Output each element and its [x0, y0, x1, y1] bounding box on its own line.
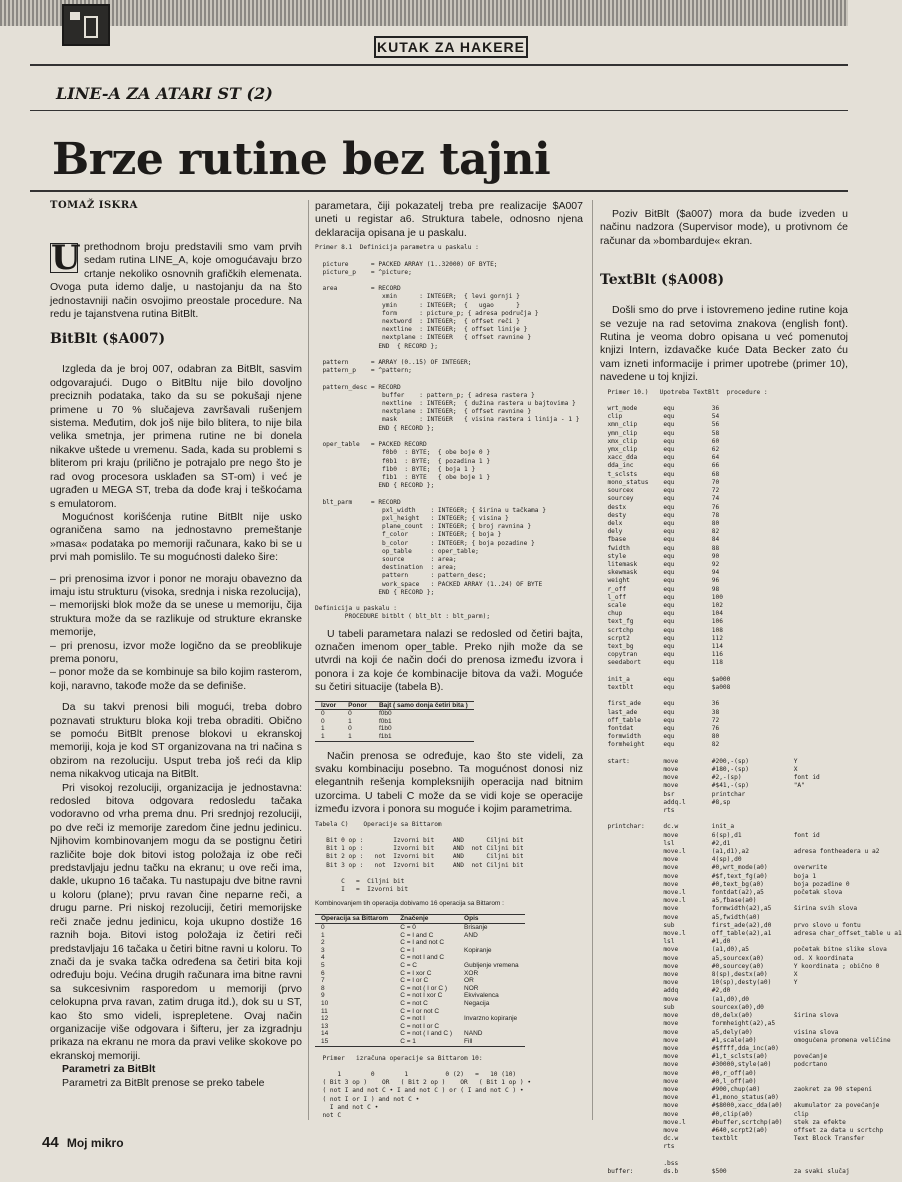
article-headline: Brze rutine bez tajni [52, 134, 551, 185]
table-cell: C = I xor C [400, 969, 432, 977]
table-cell: 12 [321, 1015, 329, 1023]
table-cell: f1b1 [378, 732, 392, 740]
table-cell: 6 [321, 969, 325, 977]
body-paragraph: Pri visokoj rezoluciji, organizacija je jednostavna: redosled bitova odgovara redosledu tačaka vodoravno od vrha prema dnu. Pri srednjoj rezoluciji, po dve reči iz memorije zaredom čine jednu jedinicu. Njihovim kombinovanjem mogu da se postignu četiri različite boje dok bitovi istog položaja iz obe reči predstavljaju jednu tačku na ekranu; u ove reči ima, dakle, ukupno 16 tačaka. Tu nastupaju dve bitne ravni u koloru (plane); prvu ravan čine neparne reči, a drugu parne. Pri niskoj rezoluciji, četiri memorijske reči znače jednu jedinicu, koja ukupno dostiže 16 raznih boja. Bitovi istog položaja iz četiri reči predstavljaju 16 tačaka u četiri bitne ravni u koloru. To znači da je svaka tačka određena sa četiri bita koji određuju boju. Većina drugih računara ima bitne ravni sa sukcesivnim rasporedom u memoriji (prvo celokupna prva ravan, zatim druga itd.), dok su u ST, kao što smo videli, isprepletene. Ovaj način organizacije više odgovara i šifteru, jer za izgradnju prikaza na ekranu ne mora da pravi velike skokove po ekranskoj memoriji. [50, 781, 302, 1062]
table-cell: 1 [321, 725, 325, 733]
body-paragraph: Izgleda da je broj 007, odabran za BitBlt, sasvim odgovarajući. Dugo o BitBltu nije bilo dovoljno preciznih podataka, tako da su se pokušaji njene primene u 70 % slučajeva završavali rušenjem sistema. Međutim, dok još nije bilo blitera, to nije bila velika smetnja, jer primena rutine ne bi donela nikakve uštede u vremenu. Sada, kada su problemi s bliterom pri kraju (prilično je potrajalo pre nego što je rad ovog procesora usklađen sa ST-om) i već je ugrađen u MEGA ST, treba da dođe kraj i teškoćama s emulatorom. [50, 363, 302, 510]
table-cell: 11 [321, 1007, 328, 1015]
body-paragraph: Došli smo do prve i istovremeno jedine rutine koja se vezuje na rad setovima znakova (english font). Rutina je veoma dobro opisana u već pomenutoj knjizi Intern, izdavačke kuće Data Becker zato ću vam izneti informacije i primer upotrebe (primer 10), navedene u toj knjizi. [600, 304, 848, 384]
code-listing-example: Primer izračuna operacije sa Bittarom 10: 1 0 1 0 (2) = 10 (10) ( Bit 3 op ) OR ( Bit 2 op ) OR ( Bit 1 op ) • ( not I and not C • I and not C ) or ( I and not C ) • ( not I or I ) and not C • I and not C • not C [322, 1054, 532, 1119]
table-cell: 0 [321, 710, 325, 718]
drop-cap: U [51, 238, 81, 278]
column-2 [315, 200, 583, 1126]
table-cell: 9 [321, 992, 325, 1000]
top-decorative-bar [0, 0, 848, 26]
table-header: Izvor [321, 701, 337, 709]
table-row [315, 1000, 525, 1008]
body-paragraph: Da su takvi prenosi bili mogući, treba dobro poznavati strukturu bloka koji treba obraditi. Obično se pomoću BitBlt prenose blokovi u ekranskoj memoriji, koja je kod ST organizovana na tri načina s obzirom na rezoluciju. Usput treba još reći da klip nema nikakvog uticaja na BitBlt. [50, 701, 302, 781]
code-listing-assembly: Primer 10.) Upotreba TextBlt procedure : wrt_mode equ 36 clip equ 54 xmn_clip equ 56 ymn_clip equ 58 xmx_clip equ 60 ymx_clip equ 62 xacc_dda equ 64 dda_inc equ 66 t_sclsts equ 68 mono_status equ 70 sourcex equ 72 sourcey equ 74 destx equ 76 desty equ 78 delx equ 80 dely equ 82 fbase equ 84 fwidth equ 88 style equ 90 litemask equ 92 skewmask equ 94 weight equ 96 r_off equ 98 l_off equ 100 scale equ 102 chup equ 104 text_fg equ 106 scrtchp equ 108 scrpt2 equ 112 text_bg equ 114 copytran equ 116 seedabort equ 118 init_a equ $a000 textblt equ $a008 first_ade equ 36 last_ade equ 38 off_table equ 72 fontdat equ 76 formwidth equ 80 formheight equ 82 start: move #200,-(sp) Y move #180,-(sp) X move #2,-(sp) font id move #$41,-(sp) "A" bsr printchar addq.l #8,sp rts printchar: dc.w init_a move 6(sp),d1 font id lsl #2,d1 move.l (a1,d1),a2 adresa fontheadera u a2 move 4(sp),d0 move #0,wrt_mode(a0) overwrite move #$f,text_fg(a0) boja 1 move #0,text_bg(a0) boja pozadine 0 move.l fontdat(a2),a5 početak slova move.l a5,fbase(a0) move formwidth(a2),a5 širina svih slova move a5,fwidth(a0) sub first_ade(a2),d0 prvo slovo u fontu move.l off_table(a2),a1 adresa char_offset_table u a1 lsl #1,d0 move (a1,d0),a5 početak bitne slike slova move a5,sourcex(a0) od. X koordinata move #0,sourcey(a0) Y koordinata ; obično 0 move 8(sp),destx(a0) X move 10(sp),desty(a0) Y addq #2,d0 move (a1,d0),d0 sub sourcex(a0),d0 move d0,delx(a0) širina slova move formheight(a2),a5 move a5,dely(a0) visina slova move #1,scale(a0) omogućena promena veličine move #$ffff,dda_inc(a0) move #1,t_sclsts(a0) povećanje move #30000,style(a0) podcrtano move #0,r_off(a0) move #0,l_off(a0) move #900,chup(a0) zaokret za 90 stepeni move #1,mono_status(a0) move #$8000,xacc_dda(a0) akumulator za povećanje move #0,clip(a0) clip move.l #buffer,scrtchp(a0) stek za efekte move #640,scrpt2(a0) offset za data u scrtchp dc.w textblt Text Block Transfer rts .bss buffer: ds.b $500 za svaki slučaj [607, 388, 902, 1175]
table-cell: C = not ( I and C ) [400, 1030, 453, 1038]
table-cell: 13 [321, 1022, 329, 1030]
table-cell: 5 [321, 961, 325, 969]
table-cell [458, 954, 525, 962]
operations-table [315, 914, 525, 1046]
table-cell: Negacija [464, 999, 490, 1007]
code-listing-pascal: Primer 8.1 Definicija parametra u paskalu : picture = PACKED ARRAY (1..32000) OF BYTE; picture_p = ^picture; area = RECORD xmin : INTEGER; { levi gornji } ymin : INTEGER; { ugao } form : picture_p; { adresa područja } nextword : INTEGER; { offset reči } nextline : INTEGER; { offset linije } nextplane : INTEGER { offset ravnine } END { RECORD }; pattern = ARRAY (0..15) OF INTEGER; pattern_p = ^pattern; pattern_desc = RECORD buffer : pattern_p; { adresa rastera } nextline : INTEGER; { dužina rastera u bajtovima } nextplane : INTEGER; { offset ravnine } mask : INTEGER { visina rastera i linija - 1 } END { RECORD }; oper_table = PACKED RECORD f0b0 : BYTE; { obe boje 0 } f0b1 : BYTE; { pozadina 1 } f1b0 : BYTE; { boja 1 } f1b1 : BYTE { obe boje 1 } END { RECORD }; blt_parm = RECORD pxl_width : INTEGER; { širina u tačkama } pxl_height : INTEGER; { visina } plane_count : INTEGER; { broj ravnina } f_color : INTEGER; { boja } b_color : INTEGER; { boja pozadine } op_table : oper_table; source : area; destination : area; pattern : pattern_desc; work_space : PACKED ARRAY (1..24) OF BYTE END { RECORD }; Definicija u paskalu : PROCEDURE bitblt ( blt_blt : blt_parm); [315, 244, 580, 621]
column-1 [50, 200, 302, 1090]
list-item: – memorijski blok može da se unese u memoriju, čija struktura može da se razlikuje od strukture ekranske memorije, [50, 599, 302, 639]
table-cell: C = not I [400, 1015, 425, 1023]
table-cell: 7 [321, 977, 325, 985]
section-kicker: KUTAK ZA HAKERE [374, 36, 528, 58]
table-cell: Gubljenje vremena [464, 961, 519, 969]
table-cell: AND [464, 931, 478, 939]
table-b [315, 701, 474, 742]
intro-paragraph [50, 238, 302, 321]
list-item: – pri prenosima izvor i ponor ne moraju obavezno da imaju istu strukturu (visoka, srednja i niska rezolucija), [50, 572, 302, 598]
table-row [315, 1030, 525, 1038]
table-row [315, 1015, 525, 1023]
table-cell: f1b0 [378, 725, 392, 733]
series-title: LINE-A ZA ATARI ST (2) [56, 84, 273, 103]
table-cell: 1 [348, 732, 352, 740]
table-cell: 3 [321, 946, 325, 954]
table-cell: C = not ( I or C ) [400, 984, 447, 992]
table-row [315, 985, 525, 993]
list-item: – pri prenosu, izvor može logično da se preoblikuje prema ponoru, [50, 639, 302, 665]
table-cell: Ekvivalenca [464, 992, 499, 1000]
table-cell: NOR [464, 984, 479, 992]
table-cell: C = not C [400, 999, 428, 1007]
table-row [315, 924, 525, 932]
magazine-section-logo [62, 4, 110, 46]
table-row [315, 962, 525, 970]
table-cell: 2 [321, 939, 325, 947]
series-rule [30, 110, 848, 111]
column-divider [308, 200, 309, 1120]
table-cell: 0 [321, 717, 325, 725]
subhead-textblt: TextBlt ($A008) [600, 272, 725, 289]
table-cell: 4 [321, 954, 325, 962]
table-header: Ponor [348, 701, 367, 709]
table-row [315, 932, 525, 940]
table-cell: Invarzno kopiranje [464, 1015, 518, 1023]
page-number: 44 [42, 1134, 59, 1151]
table-cell: C = I and not C [400, 939, 445, 947]
table-row [315, 992, 525, 1000]
table-cell: OR [464, 977, 474, 985]
table-cell: C = C [400, 961, 417, 969]
table-caption: Kombinovanjem tih operacija dobivamo 16 operacija sa Bittarom : [315, 900, 504, 908]
table-cell: C = not I xor C [400, 992, 443, 1000]
column-divider [592, 200, 593, 1120]
table-cell: Kopiranje [464, 946, 492, 954]
table-cell: f0b0 [378, 710, 392, 718]
table-cell: 1 [348, 717, 352, 725]
table-cell: C = not I or C [400, 1022, 440, 1030]
page-footer [42, 1134, 124, 1151]
table-cell: C = I and C [400, 931, 434, 939]
table-cell: 14 [321, 1030, 329, 1038]
table-cell: C = 1 [400, 1037, 416, 1045]
table-row [315, 718, 474, 726]
code-listing-table-c: Tabela C) Operacije sa Bittarom Bit 0 op : Izvorni bit AND Ciljni bit Bit 1 op : Izvorni bit AND not Ciljni bit Bit 2 op : not Izvorni bit AND Ciljni bit Bit 3 op : not Izvorni bit AND not Ciljni bit C = Ciljni bit I = Izvorni bit [315, 820, 524, 894]
table-cell: C = I [400, 946, 415, 954]
table-cell: Fill [464, 1037, 473, 1045]
author-byline: TOMAŽ ISKRA [50, 200, 138, 211]
table-cell [458, 939, 525, 947]
table-cell: C = I or C [400, 977, 429, 985]
table-header: Opis [464, 915, 479, 923]
table-row [315, 710, 474, 718]
table-row [315, 947, 525, 955]
table-row [315, 954, 525, 962]
list-item: – ponor može da se kombinuje sa bilo kojim rasterom, koji, naravno, takođe može da se definiše. [50, 666, 302, 692]
body-paragraph: parametara, čiji pokazatelj treba pre realizacije $A007 uneti u registar a6. Struktura tabele, odnosno njena deklaracija opisana je u paskalu. [315, 200, 583, 239]
body-paragraph: Način prenosa se određuje, kao što ste videli, za svaku kombinaciju posebno. Ta mogućnost donosi niz elegantnih rešenja kompleksnijih operacija nad bitnim uzorcima. U tabeli C može da se vidi koje se operacije između izvora i ponora su moguće i kojim parametrima. [315, 749, 583, 816]
table-row [315, 977, 525, 985]
magazine-name: Moj mikro [66, 1136, 124, 1150]
body-paragraph: Mogućnost korišćenja rutine BitBlt nije usko ograničena samo na jednostavno premeštanje »masa« podataka po memoriji računara, kako bi se u prvi mah pomislilo. Te su mogućnosti daleko šire: [50, 510, 302, 564]
table-cell: C = not I and C [400, 954, 445, 962]
table-cell: XOR [464, 969, 479, 977]
table-cell: 10 [321, 999, 329, 1007]
table-cell: 15 [321, 1037, 329, 1045]
table-cell: C = 0 [400, 924, 416, 932]
body-paragraph: Poziv BitBlt ($a007) mora da bude izveden u načinu nadzora (Supervisor mode), u protivnom će računar da »bombarduje« ekran. [600, 208, 848, 247]
table-header: Bajt ( samo donja četiri bita ) [378, 701, 468, 709]
table-header: Operacija sa Bittarom [321, 915, 389, 923]
table-cell [458, 1023, 525, 1031]
headline-rule [30, 190, 848, 192]
table-header: Značenje [400, 915, 429, 923]
table-row [315, 1038, 525, 1046]
subhead-bitblt: BitBlt ($A007) [50, 331, 166, 348]
table-row [315, 1008, 525, 1016]
body-paragraph: Parametri za BitBlt prenose se preko tabele [62, 1076, 265, 1089]
paragraph-heading: Parametri za BitBlt [62, 1063, 156, 1076]
table-row [315, 733, 474, 741]
table-cell: 8 [321, 984, 325, 992]
table-cell [458, 1008, 525, 1016]
table-cell: 0 [348, 710, 352, 718]
table-row [315, 939, 525, 947]
table-cell: 1 [321, 931, 325, 939]
column-3 [600, 208, 902, 1182]
table-cell: 0 [321, 924, 325, 932]
table-cell: 0 [348, 725, 352, 733]
table-row [315, 970, 525, 978]
table-row [315, 1023, 525, 1031]
body-paragraph: U tabeli parametara nalazi se redosled od četiri bajta, označen imenom oper_table. Preko njih može da se utvrdi na koji će način doći do prenosa između izvora i ponora i za koje će kombinacije bitova da važi. Moguće su četiri situacije (tabela B). [315, 627, 583, 694]
table-cell: NAND [464, 1030, 483, 1038]
table-cell: f0b1 [378, 717, 392, 725]
table-cell: C = I or not C [400, 1007, 440, 1015]
table-cell: 1 [321, 732, 325, 740]
header-rule [30, 64, 848, 66]
table-cell: Brisanje [464, 924, 488, 932]
table-row [315, 725, 474, 733]
intro-text: prethodnom broju predstavili smo vam prvih sedam rutina LINE_A, koje omogućavaju brzo crtanje nekoliko osnovnih grafičkih elemenata. Ovoga puta idemo dalje, u nastojanju da na što jednostavniji način osvojimo preostale procedure. Na redu je tajanstvena rutina BitBlt. [50, 241, 302, 321]
